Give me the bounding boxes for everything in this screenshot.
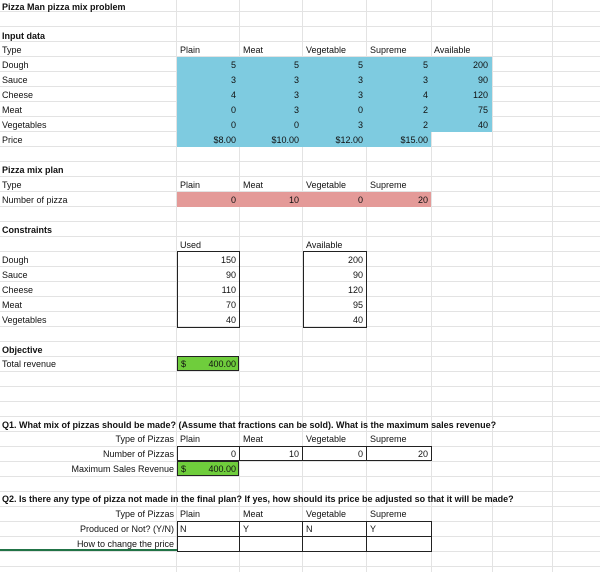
price-cell[interactable]: $8.00 [213,135,236,145]
used-cell[interactable]: 90 [225,270,236,280]
plan-col-vegetable: Vegetable [306,180,347,190]
plan-col-plain: Plain [180,180,201,190]
used-cell[interactable]: 70 [225,300,236,310]
price-cell[interactable]: $12.00 [335,135,363,145]
available-cell[interactable]: 75 [477,105,488,115]
input-cell[interactable]: 0 [357,105,363,115]
available-cell[interactable]: 200 [347,255,363,265]
active-cell-selection[interactable] [0,549,177,551]
q1-number-cell[interactable]: 0 [230,449,236,459]
available-cell[interactable]: 120 [347,285,363,295]
q1-question: Q1. What mix of pizzas should be made? (Assume that fractions can be sold). What is the maximum sales revenue? [2,420,497,430]
input-cell[interactable]: 4 [230,90,236,100]
input-cell[interactable]: 0 [293,120,299,130]
input-cell[interactable]: 3 [357,75,363,85]
input-cell[interactable]: 3 [230,75,236,85]
input-col-available: Available [434,45,471,55]
input-type-label: Type [2,45,22,55]
used-cell[interactable]: 150 [220,255,236,265]
q2-question: Q2. Is there any type of pizza not made in the final plan? If yes, how should its price be adjusted so that it will be made? [2,494,514,504]
objective-label: Total revenue [2,359,57,369]
q1-col-meat: Meat [243,434,264,444]
available-cell[interactable]: 40 [352,315,363,325]
q1-max-label: Maximum Sales Revenue [71,464,174,474]
q2-produced-cell[interactable]: N [306,524,313,534]
plan-type-label: Type [2,180,22,190]
q2-produced-cell[interactable]: N [180,524,187,534]
row-label-cheese: Cheese [2,90,34,100]
input-col-plain: Plain [180,45,201,55]
input-cell[interactable]: 2 [422,120,428,130]
input-heading: Input data [2,31,45,41]
price-cell[interactable]: $15.00 [400,135,428,145]
q2-change-cell[interactable] [177,536,240,552]
q2-change-cell[interactable] [302,536,367,552]
input-cell[interactable]: 4 [422,90,428,100]
row-label-sauce: Sauce [2,75,28,85]
available-cell[interactable]: 40 [477,120,488,130]
objective-currency: $ [181,359,187,369]
q1-number-cell[interactable]: 0 [357,449,363,459]
input-cell[interactable]: 5 [230,60,236,70]
constraint-label-cheese: Cheese [2,285,34,295]
q1-number-cell[interactable]: 10 [288,449,299,459]
used-cell[interactable]: 110 [221,285,236,295]
objective-value: 400.00 [208,359,236,369]
q1-col-plain: Plain [180,434,201,444]
q2-change-cell[interactable] [366,536,432,552]
input-cell[interactable]: 5 [422,60,428,70]
q1-max-currency: $ [181,464,187,474]
q1-number-label: Number of Pizzas [102,449,174,459]
row-label-vegetables: Vegetables [2,120,47,130]
row-label-meat: Meat [2,105,23,115]
objective-heading: Objective [2,345,43,355]
input-cell[interactable]: 3 [293,75,299,85]
price-cell[interactable]: $10.00 [271,135,299,145]
input-cell[interactable]: 3 [293,90,299,100]
available-cell[interactable]: 90 [477,75,488,85]
plan-number-cell[interactable]: 0 [357,195,363,205]
q2-produced-cell[interactable]: Y [243,524,250,534]
constraints-heading: Constraints [2,225,53,235]
input-cell[interactable]: 5 [293,60,299,70]
input-col-meat: Meat [243,45,264,55]
input-cell[interactable]: 3 [422,75,428,85]
available-cell[interactable]: 200 [472,60,488,70]
q2-col-vegetable: Vegetable [306,509,347,519]
q1-type-label: Type of Pizzas [115,434,174,444]
plan-number-cell[interactable]: 0 [230,195,236,205]
q1-col-vegetable: Vegetable [306,434,347,444]
input-cell[interactable]: 0 [230,105,236,115]
input-cell[interactable]: 3 [357,120,363,130]
constraints-available-label: Available [306,240,343,250]
input-col-supreme: Supreme [370,45,407,55]
input-cell[interactable]: 3 [293,105,299,115]
q1-col-supreme: Supreme [370,434,407,444]
used-cell[interactable]: 40 [225,315,236,325]
plan-number-cell[interactable]: 10 [288,195,299,205]
plan-heading: Pizza mix plan [2,165,64,175]
input-cell[interactable]: 0 [230,120,236,130]
row-label-dough: Dough [2,60,29,70]
q1-number-cell[interactable]: 20 [417,449,428,459]
q1-max-value: 400.00 [208,464,236,474]
constraint-label-dough: Dough [2,255,29,265]
sheet-title: Pizza Man pizza mix problem [2,2,126,12]
input-cell[interactable]: 2 [422,105,428,115]
q2-type-label: Type of Pizzas [115,509,174,519]
q2-produced-label: Produced or Not? (Y/N) [79,524,174,534]
row-label-price: Price [2,135,23,145]
q2-col-meat: Meat [243,509,264,519]
available-cell[interactable]: 95 [352,300,363,310]
available-cell[interactable]: 90 [352,270,363,280]
q2-col-plain: Plain [180,509,201,519]
plan-number-label: Number of pizza [2,195,68,205]
q2-produced-cell[interactable]: Y [370,524,377,534]
q2-change-label: How to change the price [76,539,174,549]
constraint-label-sauce: Sauce [2,270,28,280]
plan-col-supreme: Supreme [370,180,407,190]
q2-change-cell[interactable] [239,536,303,552]
input-cell[interactable]: 3 [357,90,363,100]
input-col-vegetable: Vegetable [306,45,347,55]
available-cell[interactable]: 120 [472,90,488,100]
constraint-label-vegetables: Vegetables [2,315,47,325]
constraint-label-meat: Meat [2,300,23,310]
q2-col-supreme: Supreme [370,509,407,519]
plan-col-meat: Meat [243,180,264,190]
input-cell[interactable]: 5 [357,60,363,70]
constraints-used-label: Used [180,240,202,250]
plan-number-cell[interactable]: 20 [417,195,428,205]
